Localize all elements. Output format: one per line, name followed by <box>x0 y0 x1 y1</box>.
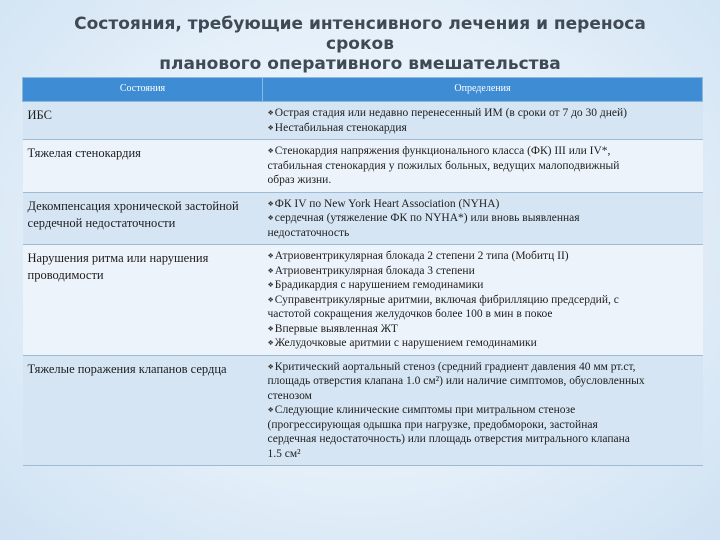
definition-line <box>268 389 697 404</box>
definition-cell <box>263 355 703 466</box>
bullet-icon: ❖ <box>267 362 274 371</box>
definition-line <box>268 106 697 121</box>
table-body <box>23 102 703 466</box>
definition-text: частотой сокращения желудочков более 100 в мин в покое <box>267 308 553 320</box>
definition-cell <box>263 245 703 356</box>
condition-cell: Тяжелая стенокардия <box>23 140 263 193</box>
conditions-table <box>22 77 703 466</box>
definition-text: Стенокардия напряжения функционального класса (ФК) III или IV*, <box>274 145 611 157</box>
bullet-icon: ❖ <box>267 266 274 275</box>
definition-line <box>268 403 697 418</box>
table-header-row <box>23 78 703 102</box>
table-row <box>23 355 703 466</box>
bullet-icon: ❖ <box>267 109 274 117</box>
bullet-icon: ❖ <box>267 214 274 222</box>
bullet-icon: ❖ <box>267 123 274 132</box>
definition-text: сердечная недостаточность) или площадь отверстия митрального клапана <box>267 433 630 445</box>
condition-cell: ИБС <box>23 102 263 140</box>
definition-line <box>268 374 697 389</box>
condition-cell: Тяжелые поражения клапанов сердца <box>23 355 263 466</box>
definition-line <box>268 293 697 308</box>
bullet-icon: ❖ <box>267 295 274 304</box>
definition-line <box>268 159 697 174</box>
title-line-2: планового оперативного вмешательства <box>159 54 561 74</box>
header-definitions: Определения <box>263 78 703 102</box>
definition-text: 1.5 см² <box>267 447 301 460</box>
definition-text: Желудочковые аритмии с нарушением гемодинамики <box>274 337 537 349</box>
definition-cell <box>263 140 703 193</box>
definition-line <box>268 249 697 264</box>
definition-line <box>268 432 697 447</box>
condition-cell: Декомпенсация хронической застойной сердечной недостаточности <box>23 192 263 245</box>
definition-text: сердечная (утяжеление ФК по NYHA*) или вновь выявленная <box>274 212 580 224</box>
table-row <box>23 192 703 245</box>
definition-text: Суправентрикулярные аритмии, включая фибрилляцию предсердий, с <box>274 293 619 306</box>
definition-line <box>268 278 697 293</box>
bullet-icon: ❖ <box>267 199 274 208</box>
bullet-icon: ❖ <box>267 406 274 414</box>
bullet-icon: ❖ <box>267 252 274 260</box>
definition-text: Критический аортальный стеноз (средний градиент давления 40 мм рт.ст, <box>274 360 636 373</box>
definition-cell <box>263 192 703 245</box>
definition-text: образ жизни. <box>267 174 332 186</box>
definition-line <box>268 226 697 241</box>
definition-line <box>268 418 697 433</box>
definition-line <box>268 307 697 322</box>
definition-text: стенозом <box>267 389 312 402</box>
definition-text: Атриовентрикулярная блокада 3 степени <box>274 264 475 277</box>
definition-text: Острая стадия или недавно перенесенный ИМ (в сроки от 7 до 30 дней) <box>274 107 628 119</box>
bullet-icon: ❖ <box>267 339 274 347</box>
definition-text: Впервые выявленная ЖТ <box>274 322 398 335</box>
bullet-icon: ❖ <box>267 324 274 333</box>
definition-line <box>268 264 697 279</box>
definition-text: Атриовентрикулярная блокада 2 степени 2 типа (Мобитц II) <box>274 250 569 262</box>
condition-cell: Нарушения ритма или нарушения проводимости <box>23 245 263 356</box>
definition-line <box>268 447 697 462</box>
bullet-icon: ❖ <box>267 281 274 289</box>
definition-text: стабильная стенокардия у пожилых больных, ведущих малоподвижный <box>267 159 620 172</box>
definition-text: Следующие клинические симптомы при митральном стенозе <box>274 404 576 416</box>
definition-text: Брадикардия с нарушением гемодинамики <box>274 279 484 291</box>
table-row <box>23 140 703 193</box>
definition-line <box>268 121 697 136</box>
definition-text: недостаточность <box>267 226 350 239</box>
definition-line <box>268 211 697 226</box>
header-conditions: Состояния <box>23 78 263 102</box>
definition-text: Нестабильная стенокардия <box>274 121 407 134</box>
definition-line <box>268 336 697 351</box>
definition-text: (прогрессирующая одышка при нагрузке, предобмороки, застойная <box>267 418 598 431</box>
definition-line <box>268 173 697 188</box>
table-row <box>23 245 703 356</box>
definition-line <box>268 360 697 375</box>
definition-text: ФК IV по New York Heart Association (NYHA) <box>274 197 500 210</box>
bullet-icon: ❖ <box>267 147 274 155</box>
definition-cell <box>263 102 703 140</box>
table-row <box>23 102 703 140</box>
title-line-1: Состояния, требующие интенсивного лечения и переноса сроков <box>74 14 646 54</box>
definition-text: площадь отверстия клапана 1.0 см²) или наличие симптомов, обусловленных <box>267 375 645 387</box>
definition-line <box>268 144 697 159</box>
definition-line <box>268 197 697 212</box>
definition-line <box>268 322 697 337</box>
page-title <box>40 14 680 74</box>
